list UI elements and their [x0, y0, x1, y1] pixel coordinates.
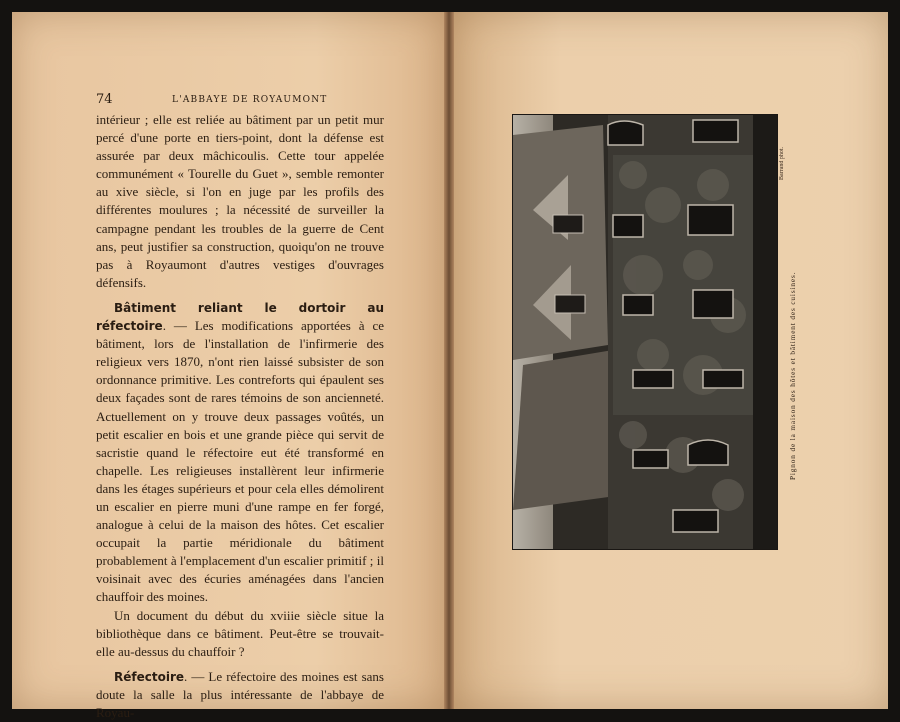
paragraph-bibliotheque: Un document du début du xviiie siècle situe la bibliothèque dans ce bâtiment. Peut-être se trouvait-elle au-dessus du chauffoir ? [96, 607, 384, 659]
photo-illustration [513, 115, 777, 549]
running-title: L'ABBAYE DE ROYAUMONT [172, 95, 328, 105]
section-text-batiment: . — Les modifications apportées à ce bâtiment, lors de l'installation de l'infirmerie des religieux vers 1870, n'ont rien laissé subsister de son ordonnance primitive. Les contreforts qui épaulent ses deux façades sont de rares témoins de son ancienneté. Actuellement on y trouve deux passages voûtés, un petit escalier en bois et une grande pièce qui servit de sacristie quand le réfectoire eut été transformé en chapelle. Les religieuses installèrent leur infirmerie dans les étages supérieurs et pour cela elles démolirent un escalier en pierre muni d'une rampe en fer forgé, analogue à celui de la maison des hôtes. Cet escalier occupait la partie méridionale du bâtiment probablement à l'emplacement d'un escalier primitif ; il voisinait avec des écuries aménagées dans l'ancien chauffoir des moines. [96, 318, 384, 605]
body-text [96, 111, 384, 722]
photo-caption: Pignon de la maison des hôtes et bâtiment des cuisines. [789, 271, 797, 480]
building-photograph [512, 114, 778, 550]
section-heading-batiment: Bâtiment reliant le dortoir au réfectoire [96, 300, 384, 334]
paragraph-continued: intérieur ; elle est reliée au bâtiment par un petit mur percé d'une porte en tiers-point, dont la défense est assurée par deux mâchicoulis. Cette tour appelée communément « Tourelle du Guet », semble remonter au xive siècle, si l'on en juge par les profils des différentes moulures ; la nécessité de surveiller la campagne pendant les troubles de la guerre de Cent ans, peut justifier sa construction, quoiqu'on ne trouve pas à Royaumont d'autres vestiges d'ouvrages défensifs. [96, 112, 384, 290]
section-text-refectoire: . — Le réfectoire des moines est sans doute la salle la plus intéressante de l'abbaye de Royau- [96, 668, 384, 720]
page-number: 74 [96, 92, 113, 107]
photo-credit: Barrand phot. [779, 147, 785, 180]
section-heading-refectoire: Réfectoire [114, 669, 185, 684]
section-refectoire [96, 668, 384, 722]
book-gutter [444, 12, 454, 709]
section-batiment [96, 299, 384, 607]
running-header [96, 94, 384, 108]
